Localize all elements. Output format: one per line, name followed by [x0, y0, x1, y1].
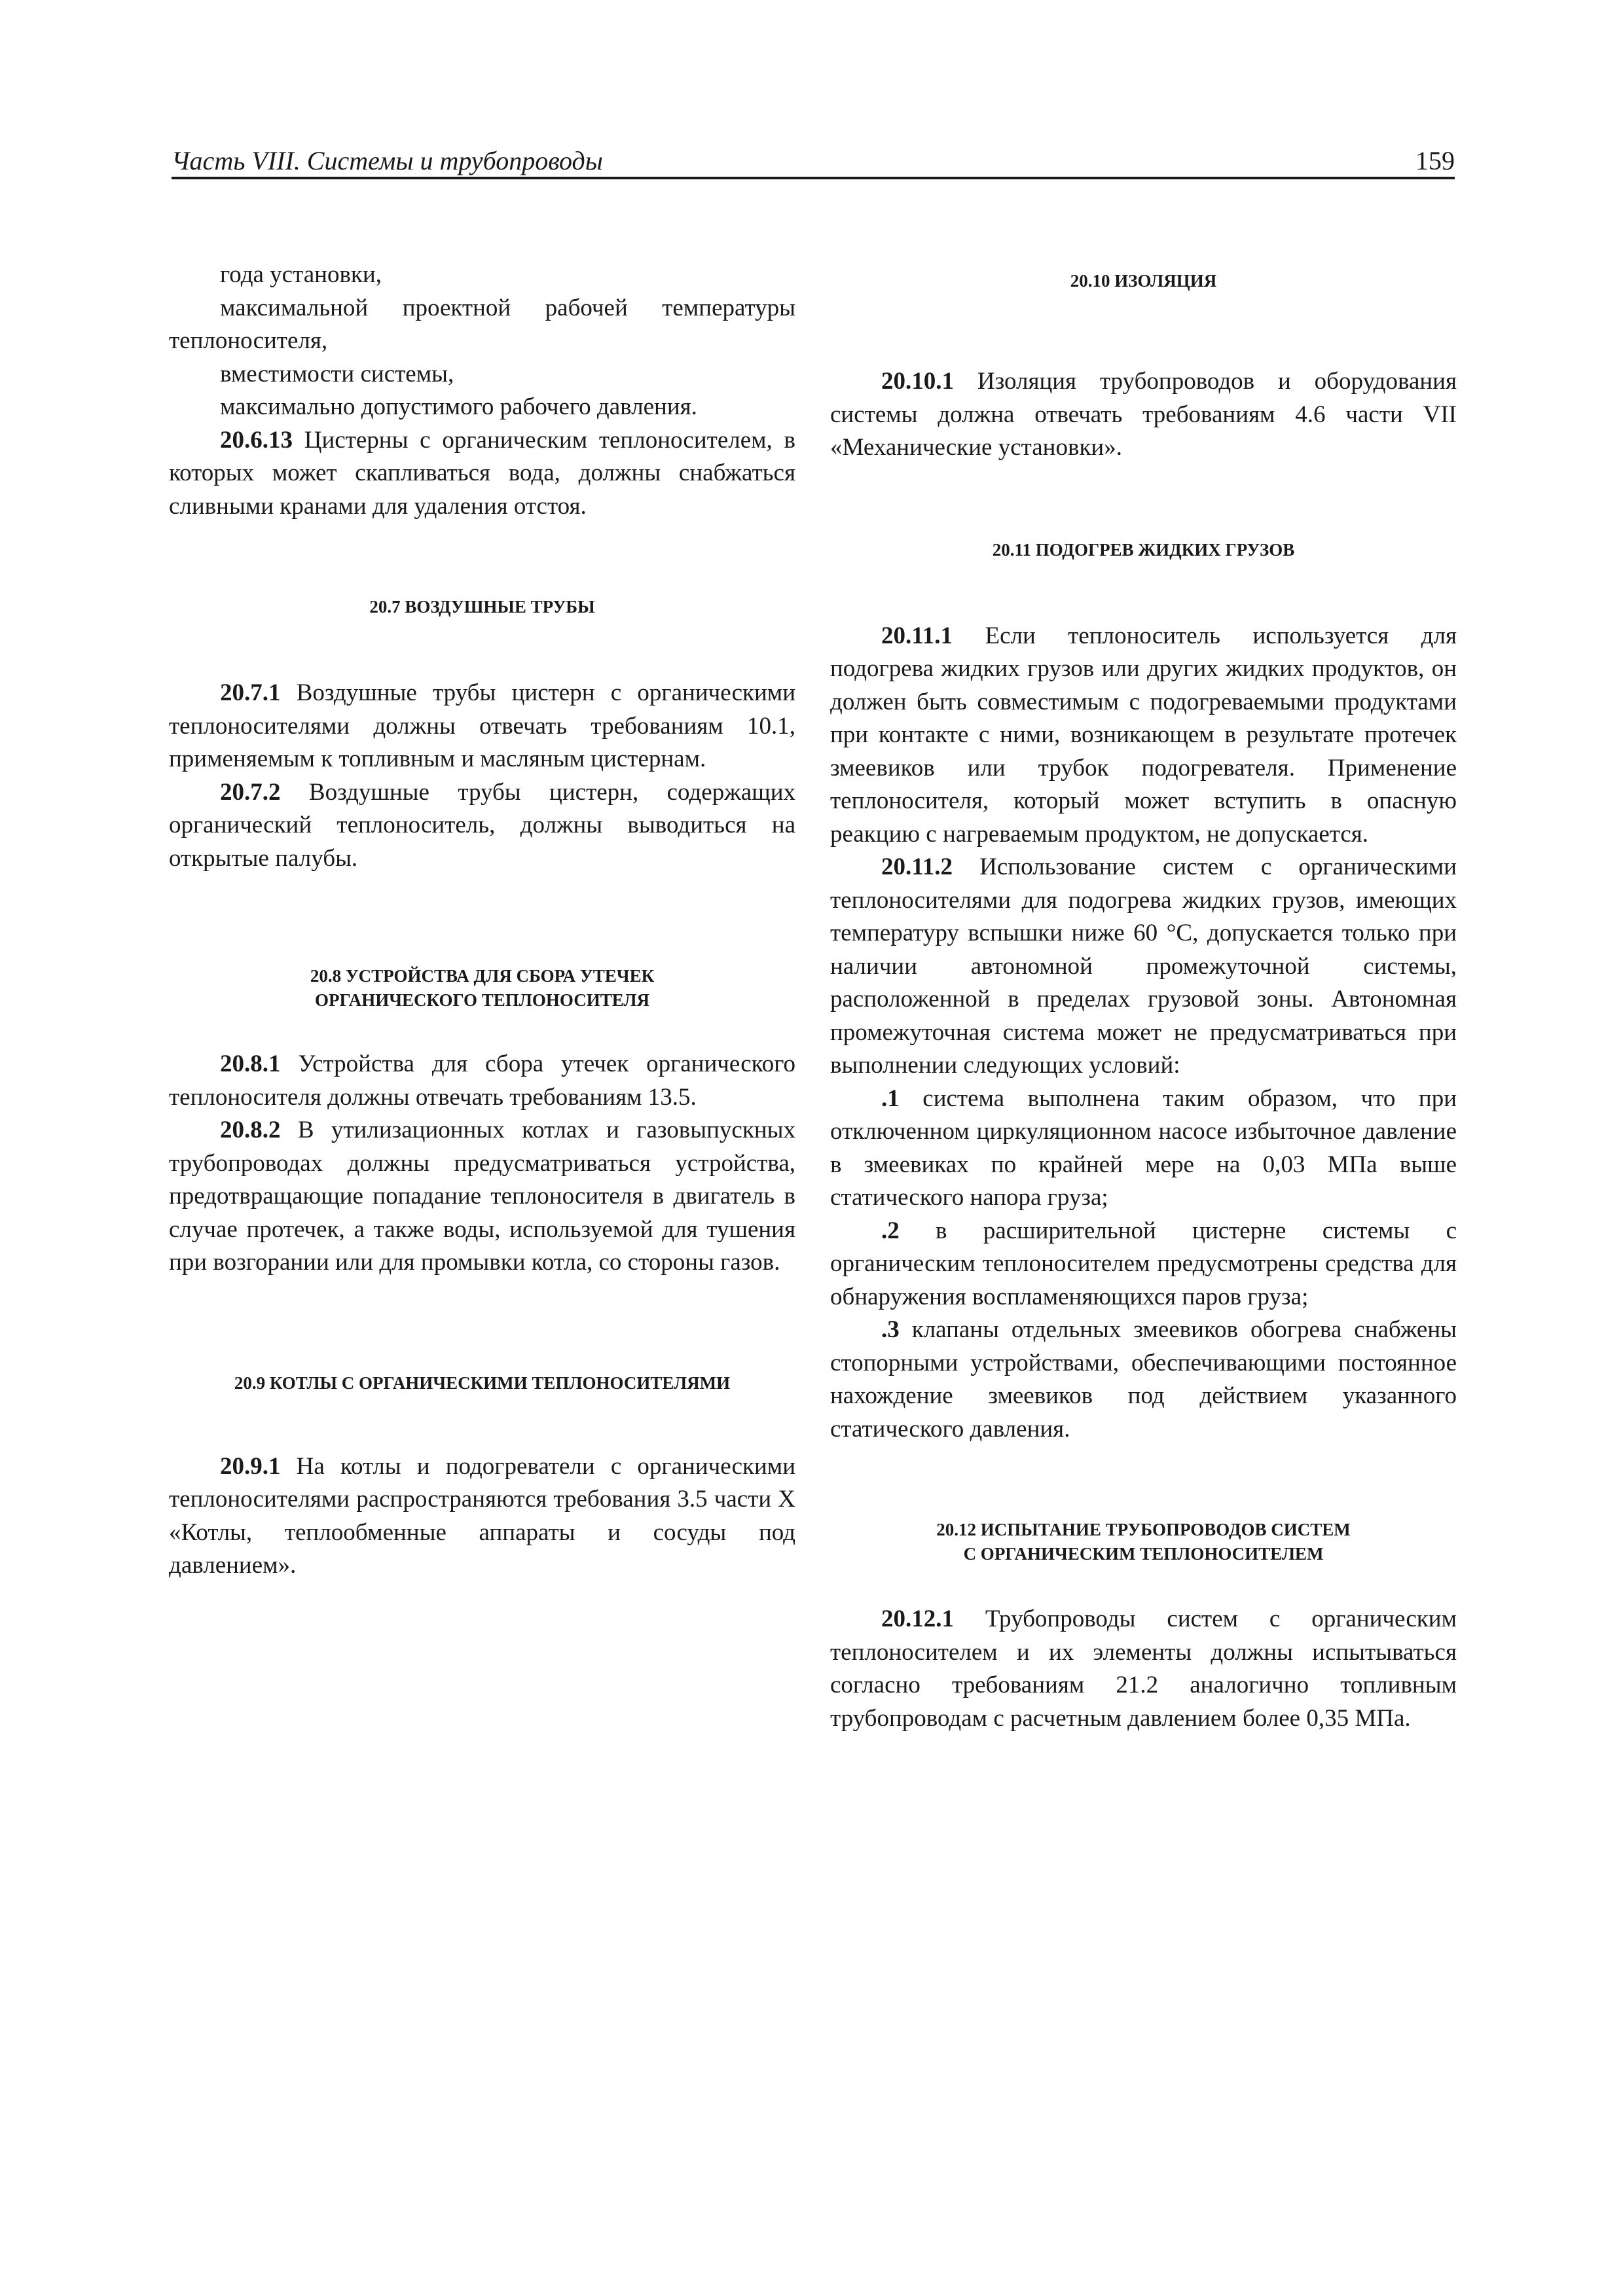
clause-number: 20.8.1 [220, 1050, 281, 1077]
paragraph-20-7-2 [169, 776, 795, 876]
list-item: максимальной проектной рабочей температуры теплоносителя, [169, 294, 795, 354]
list-item: вместимости системы, [220, 360, 454, 387]
section-heading-20-8 [169, 964, 795, 1013]
clause-number: 20.6.13 [220, 426, 293, 454]
clause-number: 20.11.2 [881, 853, 953, 880]
paragraph-20-9-1 [169, 1450, 795, 1583]
paragraph-20-11-1 [830, 620, 1457, 852]
running-header [172, 143, 1455, 179]
clause-text: Трубопроводы систем с органическим теплоносителем и их элементы должны испытываться согласно требованиям 21.2 аналогично топливным трубопроводам с расчетным давлением более 0,35 МПа. [830, 1605, 1457, 1732]
clause-number: 20.7.1 [220, 679, 281, 706]
item-text: в расширительной цистерне системы с органическим теплоносителем предусмотрены средства для обнаружения воспламеняющихся паров груза; [830, 1217, 1457, 1310]
paragraph-20-11-2 [830, 851, 1457, 1083]
item-number: .3 [881, 1316, 900, 1343]
section-heading-20-11: 20.11 ПОДОГРЕВ ЖИДКИХ ГРУЗОВ [992, 539, 1295, 560]
heading-line: 20.12 ИСПЫТАНИЕ ТРУБОПРОВОДОВ СИСТЕМ [936, 1520, 1351, 1539]
page-number: 159 [1415, 146, 1455, 175]
clause-number: 20.7.2 [220, 778, 281, 806]
clause-number: 20.8.2 [220, 1117, 281, 1143]
header-title: Часть VIII. Системы и трубопроводы [172, 146, 603, 175]
paragraph-20-10-1 [830, 365, 1457, 465]
item-number: .2 [881, 1217, 900, 1244]
section-heading-20-12 [830, 1518, 1457, 1566]
paragraph-20-6-13 [169, 424, 795, 524]
clause-number: 20.11.1 [881, 622, 953, 649]
item-text: клапаны отдельных змеевиков обогрева снабжены стопорными устройствами, обеспечивающими постоянное нахождение змеевиков под действием указанного статического давления. [830, 1316, 1457, 1443]
clause-text: Если теплоноситель используется для подогрева жидких грузов или других жидких продуктов, он должен быть совместимым с подогреваемыми продуктами при контакте с ними, возникающем в результате протечек змеевиков или трубок подогревателя. Применение теплоносителя, который может вступить в опасную реакцию с нагреваемым продуктом, не допускается. [830, 622, 1457, 848]
heading-line: ОРГАНИЧЕСКОГО ТЕПЛОНОСИТЕЛЯ [315, 990, 649, 1010]
clause-text: Использование систем с органическими теплоносителями для подогрева жидких грузов, имеющих температуру вспышки ниже 60 °С, допускается только при наличии автономной промежуточной системы, расположенной в пределах грузовой зоны. Автономная промежуточная система может не предусматриваться при выполнении следующих условий: [830, 853, 1457, 1079]
clause-text: Устройства для сбора утечек органического теплоносителя должны отвечать требованиям 13.5. [169, 1050, 795, 1111]
paragraph-20-12-1 [830, 1603, 1457, 1735]
clause-text: Цистерны с органическим теплоносителем, в которых может скапливаться вода, должны снабжаться сливными кранами для удаления отстоя. [169, 426, 795, 520]
condition-item-3 [830, 1314, 1457, 1446]
section-heading-20-10: 20.10 ИЗОЛЯЦИЯ [1070, 271, 1217, 291]
section-heading-20-9: 20.9 КОТЛЫ С ОРГАНИЧЕСКИМИ ТЕПЛОНОСИТЕЛЯМИ [234, 1372, 731, 1393]
clause-number: 20.12.1 [881, 1605, 954, 1632]
list-item: года установки, [220, 261, 382, 288]
item-number: .1 [881, 1085, 900, 1112]
clause-text: На котлы и подогреватели с органическими теплоносителями распространяются требования 3.5 части X «Котлы, теплообменные аппараты и сосуды под давлением». [169, 1452, 795, 1579]
list-item: максимально допустимого рабочего давления. [220, 393, 697, 420]
clause-text: Воздушные трубы цистерн, содержащих органический теплоноситель, должны выводиться на открытые палубы. [169, 778, 795, 872]
clause-text: Воздушные трубы цистерн с органическими теплоносителями должны отвечать требованиям 10.1, применяемым к топливным и масляным цистернам. [169, 679, 795, 772]
header-rule [172, 177, 1455, 179]
clause-text: Изоляция трубопроводов и оборудования системы должна отвечать требованиям 4.6 части VII «Механические установки». [830, 368, 1457, 461]
left-column [169, 259, 795, 1583]
item-text: система выполнена таким образом, что при отключенном циркуляционном насосе избыточное давление в змеевиках по крайней мере на 0,03 МПа выше статического напора груза; [830, 1085, 1457, 1211]
clause-number: 20.10.1 [881, 368, 954, 395]
heading-line: С ОРГАНИЧЕСКИМ ТЕПЛОНОСИТЕЛЕМ [963, 1544, 1324, 1564]
paragraph-20-7-1 [169, 677, 795, 776]
heading-line: 20.8 УСТРОЙСТВА ДЛЯ СБОРА УТЕЧЕК [310, 966, 655, 986]
clause-number: 20.9.1 [220, 1452, 281, 1480]
condition-item-2 [830, 1215, 1457, 1314]
section-heading-20-7: 20.7 ВОЗДУШНЫЕ ТРУБЫ [369, 597, 595, 617]
condition-item-1 [830, 1083, 1457, 1215]
paragraph-20-8-1 [169, 1048, 795, 1114]
right-column [830, 259, 1457, 1735]
clause-text: В утилизационных котлах и газовыпускных трубопроводах должны предусматриваться устройства, предотвращающие попадание теплоносителя в двигатель в случае протечек, а также воды, используемой для тушения при возгорании или для промывки котла, со стороны газов. [169, 1117, 795, 1276]
paragraph-20-8-2 [169, 1114, 795, 1280]
